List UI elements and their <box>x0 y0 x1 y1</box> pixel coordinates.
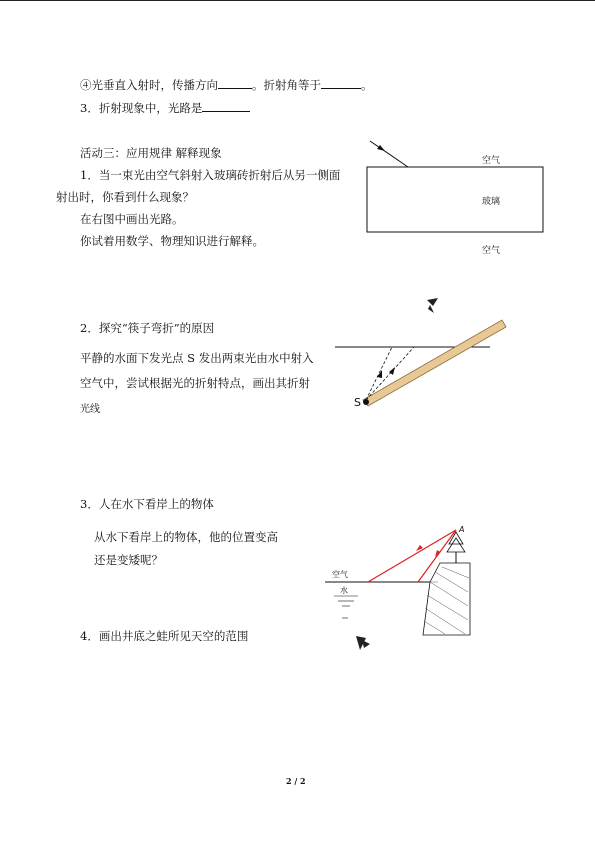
shore-title: 3．人在水下看岸上的物体 <box>80 497 214 511</box>
q3-path-text: 3．折射现象中，光路是 <box>80 101 203 115</box>
shore-diagram <box>320 520 480 650</box>
answer-blank-direction[interactable] <box>218 78 252 89</box>
chopsticks-title: 2．探究“筷子弯折”的原因 <box>80 321 215 335</box>
glass-diagram <box>360 135 560 260</box>
frog-title: 4．画出井底之蛙所见天空的范围 <box>80 629 249 643</box>
label-air-top: 空气 <box>482 156 501 166</box>
top-rule <box>0 0 595 1</box>
activity3-title: 活动三：应用规律 解释现象 <box>80 146 222 160</box>
shore-line1: 从水下看岸上的物体，他的位置变高 <box>94 530 278 544</box>
activity3-q1-line1: 1．当一束光由空气斜射入玻璃砖折射后从另一侧面 <box>80 168 341 182</box>
label-glass: 玻璃 <box>482 197 501 207</box>
glass-block <box>367 167 543 232</box>
chopsticks-line2: 空气中，尝试根据光的折射特点，画出其折射 <box>80 376 310 390</box>
q-perpendicular-prefix: ④光垂直入射时，传播方向 <box>80 78 218 92</box>
light-point-s <box>363 399 369 405</box>
eye-icon <box>427 298 438 313</box>
eye-icon-frog <box>354 632 374 652</box>
label-a: A <box>459 525 465 534</box>
tree-icon <box>447 532 465 563</box>
chopsticks-line1: 平静的水面下发光点 S 发出两束光由水中射入 <box>80 351 314 365</box>
q-perpendicular-end: 。 <box>361 78 373 92</box>
incident-ray <box>370 141 408 167</box>
activity3-q1-line4: 你试着用数学、物理知识进行解释。 <box>80 234 264 248</box>
page-number: 2 / 2 <box>286 776 306 786</box>
answer-blank-angle[interactable] <box>321 78 361 89</box>
arrow-head-icon <box>377 145 385 151</box>
ray-arrow-icon-1 <box>377 370 382 378</box>
answer-blank-path[interactable] <box>202 101 250 112</box>
q-perpendicular-mid: 。折射角等于 <box>252 78 321 92</box>
label-air-bottom: 空气 <box>482 246 501 256</box>
q3-path <box>80 101 250 115</box>
river-bank <box>423 563 470 635</box>
label-s: S <box>354 396 361 409</box>
activity3-q1-line2: 射出时，你看到什么现象？ <box>56 190 194 204</box>
label-water: 水 <box>340 586 348 595</box>
shore-line2: 还是变矮呢？ <box>94 553 163 567</box>
label-air: 空气 <box>332 570 348 579</box>
chopsticks-line3: 光线 <box>80 404 100 415</box>
chopsticks-diagram <box>330 292 510 412</box>
q-perpendicular <box>80 78 373 92</box>
activity3-q1-line3: 在右图中画出光路。 <box>80 212 184 226</box>
